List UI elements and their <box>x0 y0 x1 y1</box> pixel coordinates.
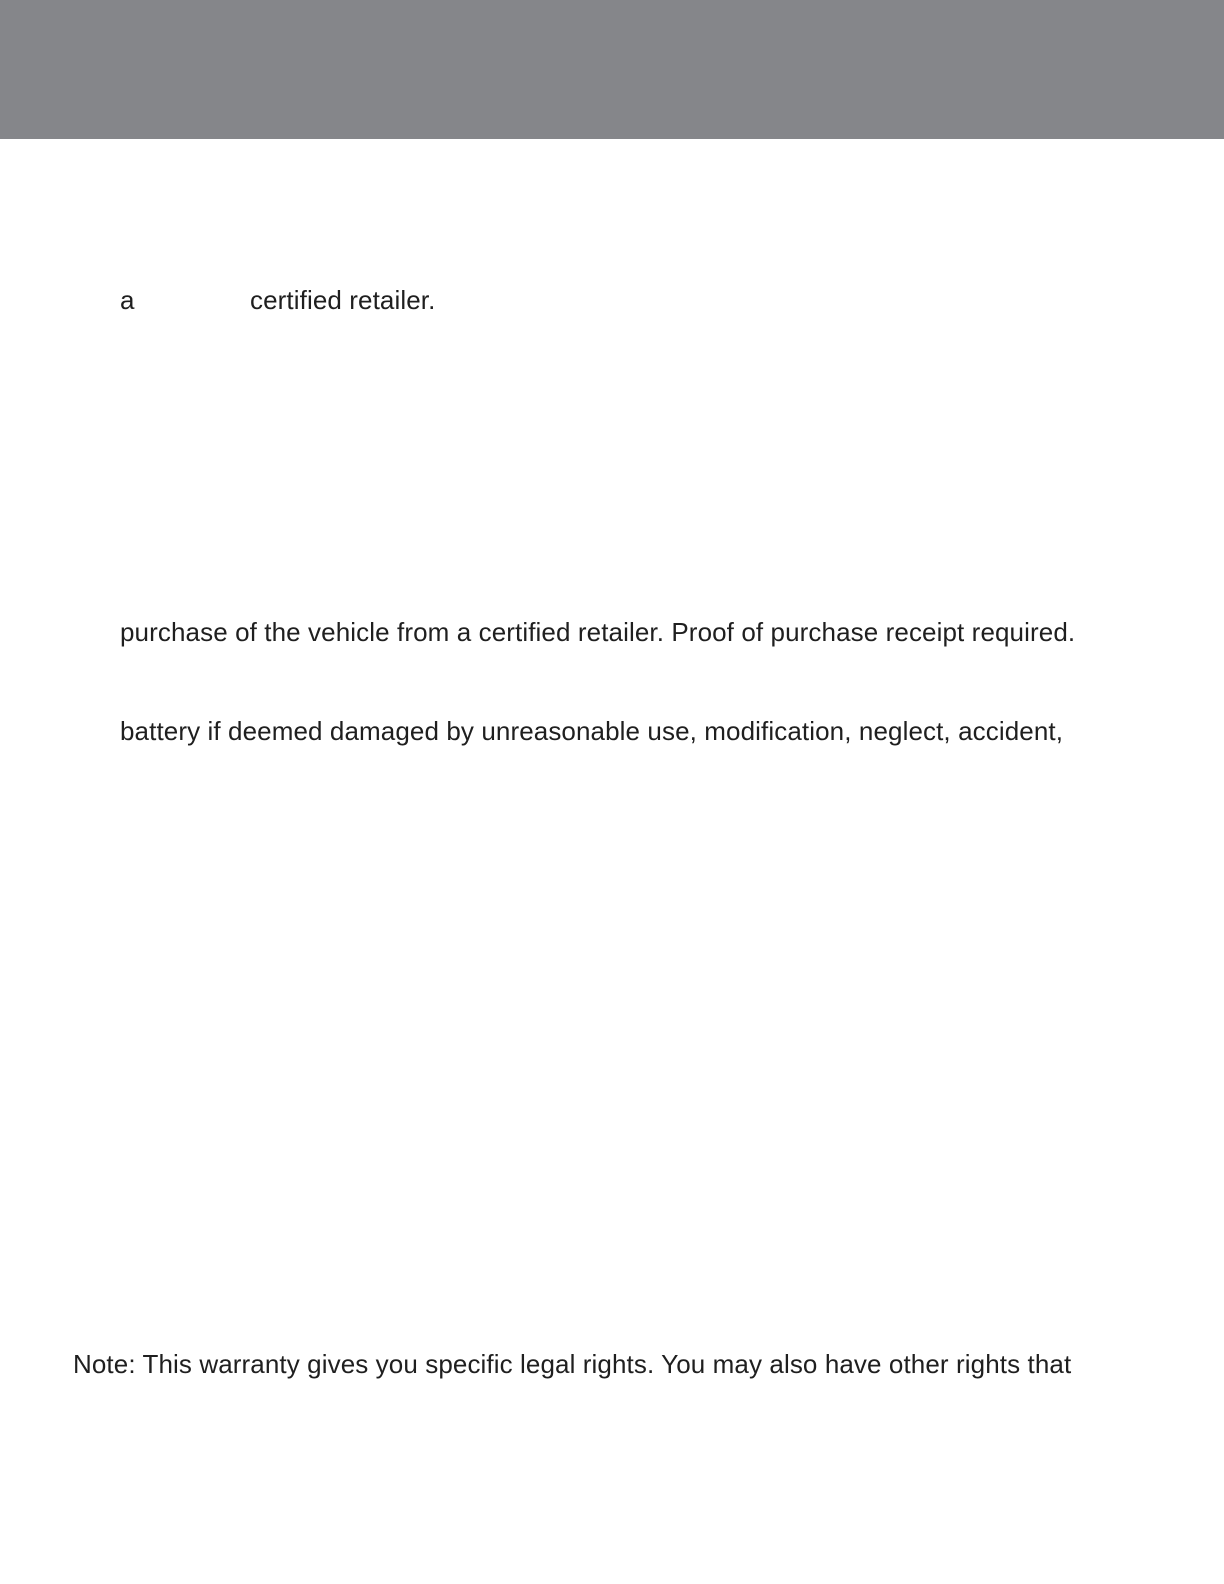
text-fragment-a: a <box>120 285 135 315</box>
text-line-battery: battery if deemed damaged by unreasonable use, modification, neglect, accident, <box>120 716 1064 746</box>
text-fragment-certified-retailer: certified retailer. <box>250 285 436 315</box>
header-band <box>0 0 1224 139</box>
text-line-purchase: purchase of the vehicle from a certified retailer. Proof of purchase receipt required. <box>120 617 1076 647</box>
text-line-note: Note: This warranty gives you specific legal rights. You may also have other rights that <box>73 1349 1072 1379</box>
